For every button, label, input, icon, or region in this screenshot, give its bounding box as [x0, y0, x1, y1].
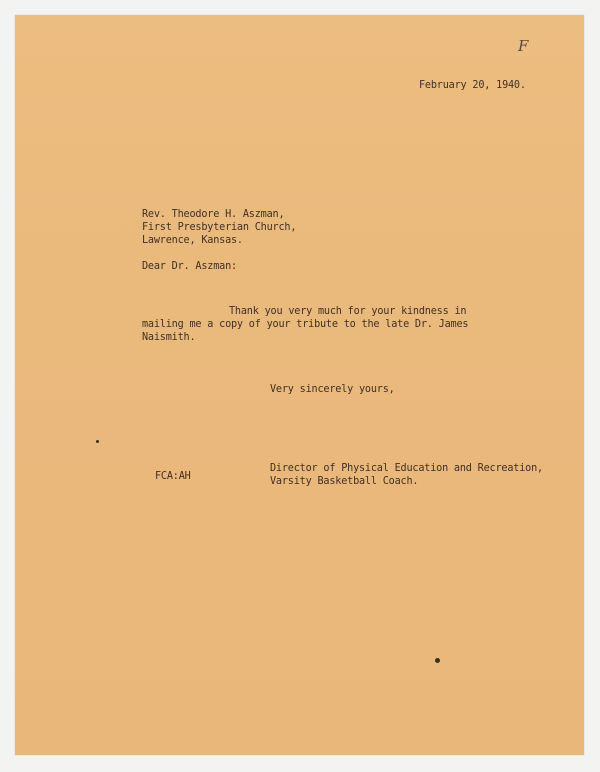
- body-line-3: Naismith.: [142, 332, 196, 343]
- handwritten-annotation: F: [518, 37, 529, 55]
- recipient-line-2: First Presbyterian Church,: [142, 222, 297, 233]
- recipient-line-3: Lawrence, Kansas.: [142, 235, 243, 246]
- signature-line-1: Director of Physical Education and Recreation,: [270, 463, 543, 474]
- body-line-1: Thank you very much for your kindness in: [229, 306, 467, 317]
- letter-date: February 20, 1940.: [419, 80, 526, 91]
- recipient-line-1: Rev. Theodore H. Aszman,: [142, 209, 285, 220]
- closing: Very sincerely yours,: [270, 384, 395, 395]
- paper-speck: [435, 658, 440, 663]
- body-line-2: mailing me a copy of your tribute to the late Dr. James: [142, 319, 469, 330]
- paper-speck: [96, 440, 99, 443]
- signature-line-2: Varsity Basketball Coach.: [270, 476, 419, 487]
- typist-initials: FCA:AH: [155, 471, 191, 482]
- salutation: Dear Dr. Aszman:: [142, 261, 237, 272]
- letter-page: [15, 15, 584, 755]
